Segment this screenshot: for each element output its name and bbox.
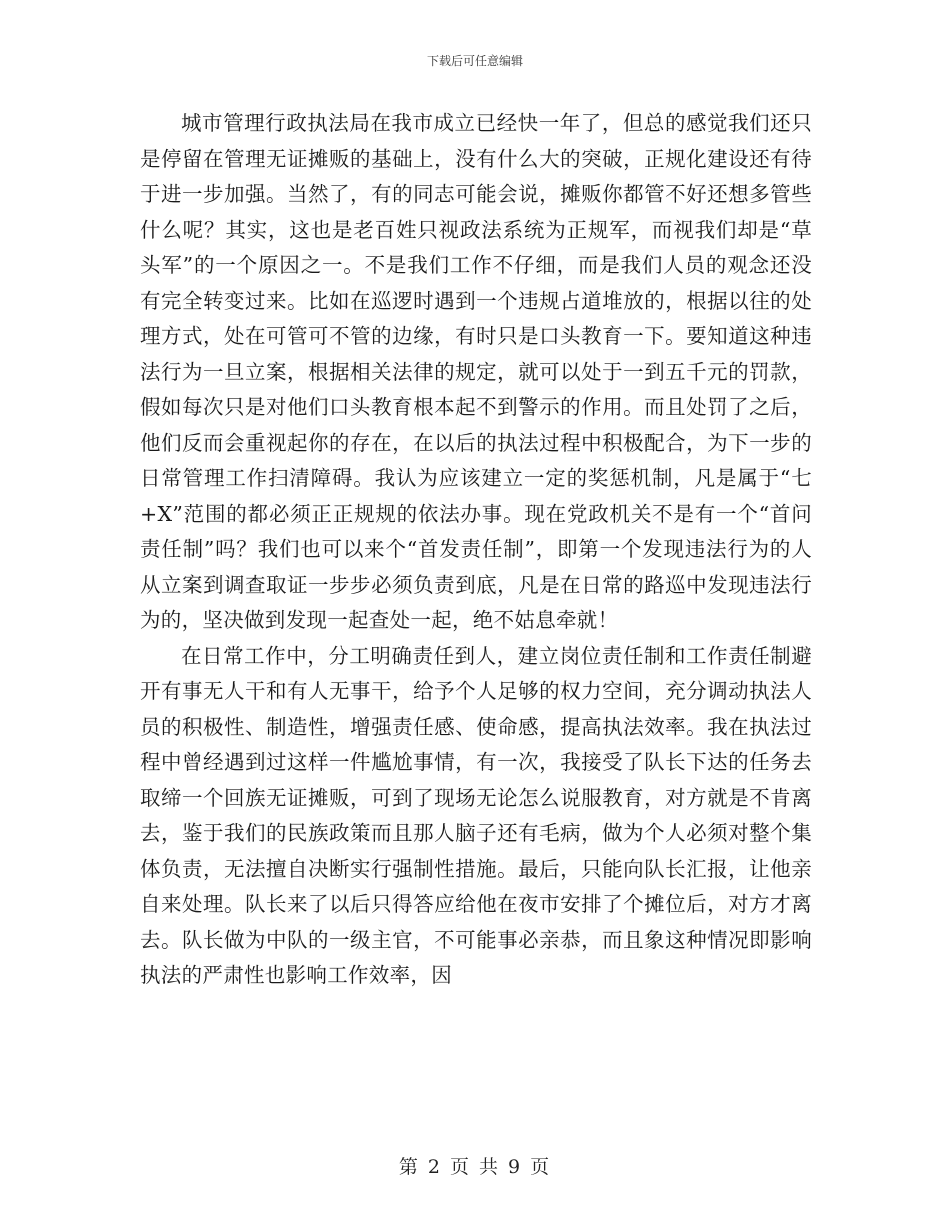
document-body [140, 106, 812, 994]
paragraph-1: 城市管理行政执法局在我市成立已经快一年了，但总的感觉我们还只是停留在管理无证摊贩的基础上，没有什么大的突破，正规化建设还有待于进一步加强。当然了，有的同志可能会说，摊贩你都管不好还想多管些什么呢？其实，这也是老百姓只视政法系统为正规军，而视我们却是“草头军”的一个原因之一。不是我们工作不仔细，而是我们人员的观念还没有完全转变过来。比如在巡逻时遇到一个违规占道堆放的，根据以往的处理方式，处在可管可不管的边缘，有时只是口头教育一下。要知道这种违法行为一旦立案，根据相关法律的规定，就可以处于一到五千元的罚款，假如每次只是对他们口头教育根本起不到警示的作用。而且处罚了之后，他们反而会重视起你的存在，在以后的执法过程中积极配合，为下一步的日常管理工作扫清障碍。我认为应该建立一定的奖惩机制，凡是属于“七+X”范围的都必须正正规规的依法办事。现在党政机关不是有一个“首问责任制”吗？我们也可以来个“首发责任制”，即第一个发现违法行为的人从立案到调查取证一步步必须负责到底，凡是在日常的路巡中发现违法行为的，坚决做到发现一起查处一起，绝不姑息牵就！ [140, 111, 812, 632]
page-number-footer: 第 2 页 共 9 页 [398, 1156, 552, 1178]
paragraph-2: 在日常工作中，分工明确责任到人，建立岗位责任制和工作责任制避开有事无人干和有人无事干，给予个人足够的权力空间，充分调动执法人员的积极性、制造性，增强责任感、使命感，提高执法效率。我在执法过程中曾经遇到过这样一件尴尬事情，有一次，我接受了队长下达的任务去取缔一个回族无证摊贩，可到了现场无论怎么说服教育，对方就是不肯离去，鉴于我们的民族政策而且那人脑子还有毛病，做为个人必须对整个集体负责，无法擅自决断实行强制性措施。最后，只能向队长汇报，让他亲自来处理。队长来了以后只得答应给他在夜市安排了个摊位后，对方才离去。队长做为中队的一级主官，不可能事必亲恭，而且象这种情况即影响执法的严肃性也影响工作效率，因 [140, 643, 812, 987]
page-header: 下载后可任意编辑 [426, 54, 523, 68]
